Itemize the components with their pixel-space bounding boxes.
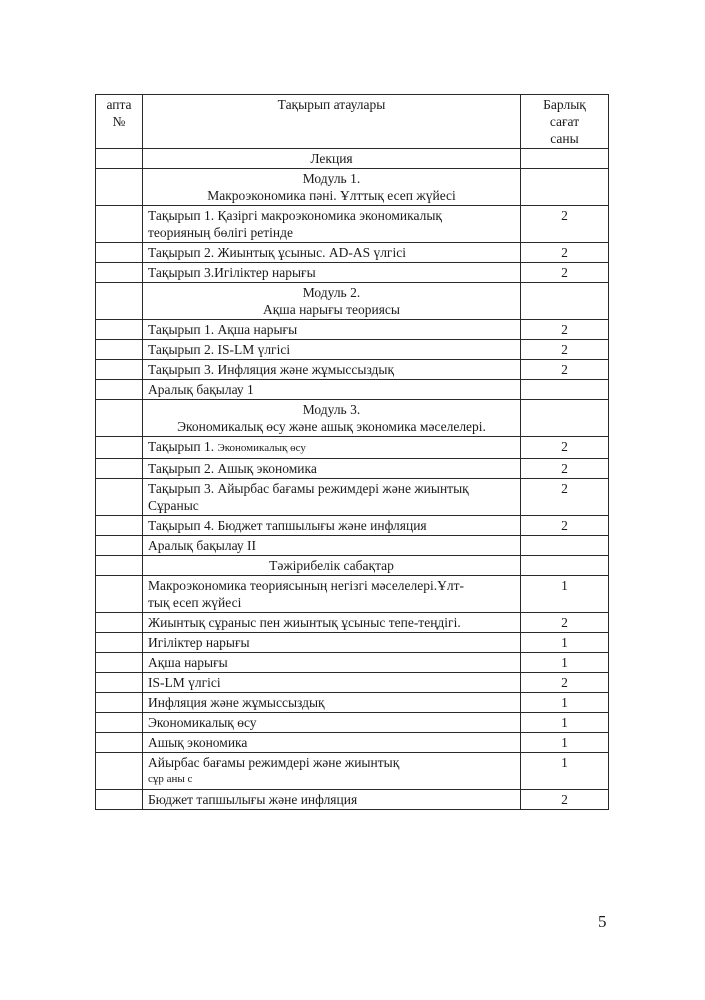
topic-line: Тәжірибелік сабақтар: [269, 558, 394, 573]
topic-line: Модуль 1.: [302, 171, 361, 186]
topic-line-small: сұр аны с: [148, 773, 193, 785]
week-cell: [96, 653, 143, 673]
hours-cell: 2: [521, 320, 609, 340]
section-row: [96, 149, 609, 169]
topic-cell: [143, 713, 521, 733]
topic-line: Тақырып 1. Ақша нарығы: [148, 322, 298, 337]
topic-line: Ақша нарығы теориясы: [263, 302, 400, 317]
topic-cell: [143, 400, 521, 437]
topic-line: Модуль 3.: [302, 402, 361, 417]
topic-line: Тақырып 3. Инфляция және жұмыссыздық: [148, 362, 395, 377]
topic-cell: [143, 790, 521, 810]
week-cell: [96, 283, 143, 320]
topic-cell: [143, 243, 521, 263]
topic-cell: [143, 206, 521, 243]
table-row: [96, 516, 609, 536]
week-cell: [96, 693, 143, 713]
hours-cell: 2: [521, 243, 609, 263]
hours-cell: 1: [521, 753, 609, 790]
table-row: [96, 380, 609, 400]
hours-cell: 2: [521, 790, 609, 810]
topic-line: IS-LM үлгісі: [148, 675, 221, 690]
table-row: [96, 459, 609, 479]
topic-line: Тақырып 4. Бюджет тапшылығы және инфляция: [148, 518, 427, 533]
topic-line: теорияның бөлігі ретінде: [148, 225, 293, 240]
table-row: [96, 340, 609, 360]
header-hours: [521, 95, 609, 149]
topic-line: Аралық бақылау 1: [148, 382, 254, 397]
topic-cell: [143, 673, 521, 693]
table-row: [96, 693, 609, 713]
table-row: [96, 613, 609, 633]
week-cell: [96, 320, 143, 340]
header-week-line: №: [112, 114, 126, 129]
topic-line: Модуль 2.: [302, 285, 361, 300]
topic-cell: [143, 320, 521, 340]
topic-line: Бюджет тапшылығы және инфляция: [148, 792, 358, 807]
topic-line: Жиынтық сұраныс пен жиынтық ұсыныс тепе-теңдігі.: [148, 615, 461, 630]
table-row: [96, 733, 609, 753]
header-week: [96, 95, 143, 149]
topic-line: Инфляция және жұмыссыздық: [148, 695, 325, 710]
syllabus-table: [95, 94, 609, 810]
topic-line: [148, 438, 515, 457]
topic-cell: [143, 479, 521, 516]
topic-cell: [143, 380, 521, 400]
week-cell: [96, 713, 143, 733]
table-row: [96, 263, 609, 283]
topic-line: Макроэкономика теориясының негізгі мәселелері.Ұлт-: [148, 578, 465, 593]
module-row: [96, 400, 609, 437]
week-cell: [96, 790, 143, 810]
week-cell: [96, 206, 143, 243]
header-title: Тақырып атаулары: [143, 95, 521, 149]
table-row: [96, 673, 609, 693]
topic-cell: [143, 633, 521, 653]
hours-cell: 2: [521, 437, 609, 459]
week-cell: [96, 516, 143, 536]
module-row: [96, 169, 609, 206]
hours-cell: 2: [521, 479, 609, 516]
hours-cell: 1: [521, 633, 609, 653]
hours-cell: [521, 536, 609, 556]
topic-prefix: Тақырып 1.: [148, 439, 218, 454]
topic-line: Аралық бақылау II: [148, 538, 256, 553]
module-row: [96, 283, 609, 320]
table-row: [96, 753, 609, 790]
topic-line: Тақырып 3.Игіліктер нарығы: [148, 265, 316, 280]
week-cell: [96, 613, 143, 633]
header-hours-line: сағат: [549, 114, 580, 129]
topic-line: Игіліктер нарығы: [148, 635, 250, 650]
topic-line: Лекция: [310, 151, 353, 166]
topic-cell: [143, 516, 521, 536]
week-cell: [96, 149, 143, 169]
hours-cell: 2: [521, 263, 609, 283]
hours-cell: 2: [521, 206, 609, 243]
section-row: [96, 556, 609, 576]
topic-cell: [143, 459, 521, 479]
table-row: [96, 790, 609, 810]
header-hours-line: саны: [550, 131, 579, 146]
hours-cell: 1: [521, 713, 609, 733]
topic-line: Тақырып 1. Қазіргі макроэкономика экономикалық: [148, 208, 442, 223]
week-cell: [96, 576, 143, 613]
week-cell: [96, 536, 143, 556]
topic-cell: [143, 576, 521, 613]
hours-cell: 1: [521, 693, 609, 713]
table-row: [96, 576, 609, 613]
hours-cell: [521, 380, 609, 400]
week-cell: [96, 340, 143, 360]
header-hours-line: Барлық: [543, 97, 586, 112]
hours-cell: 2: [521, 459, 609, 479]
topic-cell: [143, 169, 521, 206]
hours-cell: 1: [521, 576, 609, 613]
topic-cell: [143, 149, 521, 169]
week-cell: [96, 633, 143, 653]
topic-line: Экономикалық өсу: [148, 715, 257, 730]
topic-line: Айырбас бағамы режимдері және жиынтық: [148, 755, 400, 770]
table-row: [96, 633, 609, 653]
hours-cell: 2: [521, 340, 609, 360]
week-cell: [96, 753, 143, 790]
table-row: [96, 653, 609, 673]
topic-cell: [143, 556, 521, 576]
topic-cell: [143, 653, 521, 673]
week-cell: [96, 459, 143, 479]
table-row: [96, 479, 609, 516]
topic-line: Тақырып 2. Ашық экономика: [148, 461, 317, 476]
topic-line: Макроэкономика пәні. Ұлттық есеп жүйесі: [207, 188, 456, 203]
week-cell: [96, 479, 143, 516]
hours-cell: [521, 400, 609, 437]
topic-cell: [143, 753, 521, 790]
topic-line: Тақырып 2. Жиынтық ұсыныс. AD-AS үлгісі: [148, 245, 406, 260]
topic-cell: [143, 613, 521, 633]
hours-cell: 2: [521, 516, 609, 536]
table-row: [96, 243, 609, 263]
header-week-line: апта: [106, 97, 132, 112]
table-row: [96, 206, 609, 243]
topic-cell: [143, 437, 521, 459]
table-row: [96, 360, 609, 380]
week-cell: [96, 380, 143, 400]
hours-cell: 1: [521, 653, 609, 673]
topic-line: Тақырып 3. Айырбас бағамы режимдері және жиынтық: [148, 481, 469, 496]
table-row: [96, 713, 609, 733]
table-row: [96, 536, 609, 556]
topic-cell: [143, 733, 521, 753]
topic-cell: [143, 283, 521, 320]
topic-line: Ақша нарығы: [148, 655, 228, 670]
table-row: [96, 437, 609, 459]
week-cell: [96, 673, 143, 693]
topic-cell: [143, 693, 521, 713]
topic-line: Тақырып 2. IS-LM үлгісі: [148, 342, 291, 357]
topic-cell: [143, 360, 521, 380]
topic-line: тық есеп жүйесі: [148, 595, 242, 610]
hours-cell: [521, 556, 609, 576]
topic-small-text: Экономикалық өсу: [217, 442, 306, 454]
topic-line: Ашық экономика: [148, 735, 248, 750]
hours-cell: [521, 169, 609, 206]
week-cell: [96, 556, 143, 576]
table-header-row: [96, 95, 609, 149]
week-cell: [96, 437, 143, 459]
topic-cell: [143, 536, 521, 556]
topic-line: Экономикалық өсу және ашық экономика мәселелері.: [177, 419, 486, 434]
week-cell: [96, 733, 143, 753]
hours-cell: [521, 283, 609, 320]
hours-cell: 2: [521, 360, 609, 380]
topic-line: Сұраныс: [148, 498, 199, 513]
hours-cell: [521, 149, 609, 169]
week-cell: [96, 360, 143, 380]
hours-cell: 1: [521, 733, 609, 753]
page-number: 5: [598, 912, 607, 931]
week-cell: [96, 263, 143, 283]
topic-cell: [143, 263, 521, 283]
hours-cell: 2: [521, 673, 609, 693]
topic-cell: [143, 340, 521, 360]
week-cell: [96, 400, 143, 437]
week-cell: [96, 169, 143, 206]
table-row: [96, 320, 609, 340]
hours-cell: 2: [521, 613, 609, 633]
week-cell: [96, 243, 143, 263]
